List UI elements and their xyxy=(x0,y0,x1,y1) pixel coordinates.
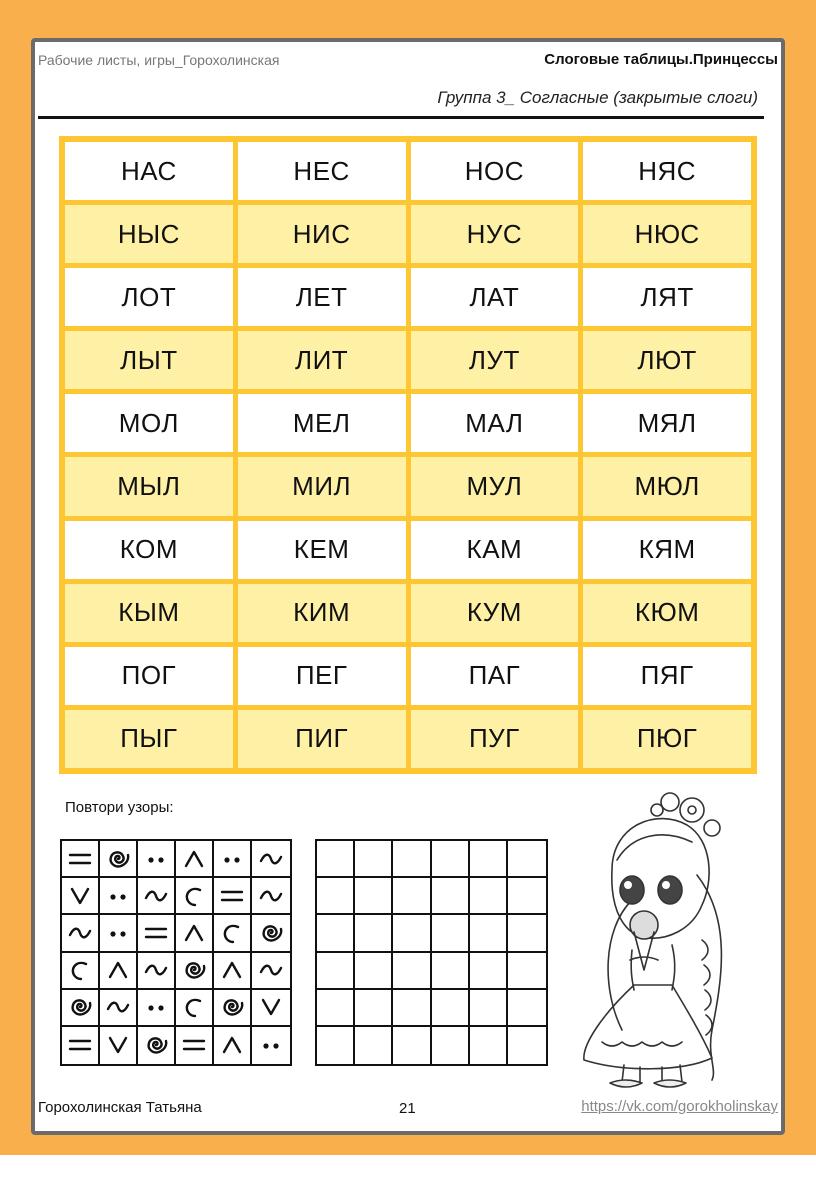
pattern-copy-grid xyxy=(315,839,548,1066)
empty-grid-cell xyxy=(470,953,508,990)
header-divider xyxy=(38,116,764,119)
empty-grid-cell xyxy=(470,841,508,878)
spiral-icon xyxy=(252,915,290,952)
syllable-cell: КОМ xyxy=(65,521,233,579)
syllable-cell: ЛЮТ xyxy=(583,331,751,389)
syllable-cell: НИС xyxy=(238,205,406,263)
syllable-cell: МЮЛ xyxy=(583,457,751,515)
caret-down-icon xyxy=(252,990,290,1027)
dots-icon xyxy=(214,841,252,878)
pattern-sample-grid xyxy=(60,839,292,1066)
syllable-cell: ПАГ xyxy=(411,647,579,705)
empty-grid-cell xyxy=(432,915,470,952)
empty-grid-cell xyxy=(393,1027,431,1064)
caret-up-icon xyxy=(214,953,252,990)
equals-icon xyxy=(62,841,100,878)
equals-icon xyxy=(138,915,176,952)
syllable-cell: ПИГ xyxy=(238,710,406,768)
caret-up-icon xyxy=(214,1027,252,1064)
page-number: 21 xyxy=(399,1100,416,1117)
syllable-cell: ПЮГ xyxy=(583,710,751,768)
syllable-cell: НЯС xyxy=(583,142,751,200)
empty-grid-cell xyxy=(355,1027,393,1064)
syllable-cell: КИМ xyxy=(238,584,406,642)
syllable-cell: КЯМ xyxy=(583,521,751,579)
empty-grid-cell xyxy=(508,990,546,1027)
syllable-cell: ЛЯТ xyxy=(583,268,751,326)
empty-grid-cell xyxy=(508,878,546,915)
syllable-table xyxy=(59,136,757,774)
tilde-icon xyxy=(252,878,290,915)
caret-up-icon xyxy=(100,953,138,990)
syllable-cell: КЮМ xyxy=(583,584,751,642)
syllable-cell: ПЫГ xyxy=(65,710,233,768)
tilde-icon xyxy=(252,953,290,990)
syllable-cell: ЛАТ xyxy=(411,268,579,326)
syllable-cell: НАС xyxy=(65,142,233,200)
syllable-cell: ЛЕТ xyxy=(238,268,406,326)
empty-grid-cell xyxy=(432,1027,470,1064)
syllable-cell: ПУГ xyxy=(411,710,579,768)
syllable-cell: НЫС xyxy=(65,205,233,263)
pattern-instruction: Повтори узоры: xyxy=(65,799,174,816)
arc-icon xyxy=(176,878,214,915)
equals-icon xyxy=(214,878,252,915)
syllable-cell: НЮС xyxy=(583,205,751,263)
empty-grid-cell xyxy=(355,990,393,1027)
empty-grid-cell xyxy=(317,990,355,1027)
empty-grid-cell xyxy=(355,953,393,990)
tilde-icon xyxy=(138,953,176,990)
syllable-cell: НОС xyxy=(411,142,579,200)
spiral-icon xyxy=(138,1027,176,1064)
footer-author: Горохолинская Татьяна xyxy=(38,1099,202,1116)
syllable-cell: КАМ xyxy=(411,521,579,579)
empty-grid-cell xyxy=(317,841,355,878)
syllable-cell: МЯЛ xyxy=(583,394,751,452)
syllable-cell: МЕЛ xyxy=(238,394,406,452)
empty-grid-cell xyxy=(470,1027,508,1064)
dots-icon xyxy=(100,915,138,952)
syllable-cell: НУС xyxy=(411,205,579,263)
arc-icon xyxy=(176,990,214,1027)
dots-icon xyxy=(100,878,138,915)
syllable-cell: МИЛ xyxy=(238,457,406,515)
empty-grid-cell xyxy=(432,990,470,1027)
empty-grid-cell xyxy=(355,841,393,878)
princess-illustration xyxy=(562,780,742,1095)
syllable-cell: ПОГ xyxy=(65,647,233,705)
syllable-cell: КЕМ xyxy=(238,521,406,579)
syllable-cell: НЕС xyxy=(238,142,406,200)
spiral-icon xyxy=(176,953,214,990)
caret-down-icon xyxy=(62,878,100,915)
empty-grid-cell xyxy=(317,915,355,952)
syllable-cell: ЛИТ xyxy=(238,331,406,389)
equals-icon xyxy=(176,1027,214,1064)
dots-icon xyxy=(252,1027,290,1064)
syllable-cell: ЛУТ xyxy=(411,331,579,389)
tilde-icon xyxy=(252,841,290,878)
tilde-icon xyxy=(138,878,176,915)
empty-grid-cell xyxy=(393,841,431,878)
empty-grid-cell xyxy=(317,878,355,915)
header-worksheet-title: Слоговые таблицы.Принцессы xyxy=(544,51,778,68)
syllable-cell: МОЛ xyxy=(65,394,233,452)
caret-up-icon xyxy=(176,915,214,952)
syllable-cell: ПЯГ xyxy=(583,647,751,705)
syllable-cell: МЫЛ xyxy=(65,457,233,515)
syllable-cell: ЛЫТ xyxy=(65,331,233,389)
syllable-cell: КЫМ xyxy=(65,584,233,642)
empty-grid-cell xyxy=(393,915,431,952)
empty-grid-cell xyxy=(508,953,546,990)
empty-grid-cell xyxy=(317,953,355,990)
vk-link[interactable]: https://vk.com/gorokholinskay xyxy=(581,1098,778,1115)
syllable-cell: ПЕГ xyxy=(238,647,406,705)
empty-grid-cell xyxy=(317,1027,355,1064)
syllable-cell: МУЛ xyxy=(411,457,579,515)
spiral-icon xyxy=(214,990,252,1027)
empty-grid-cell xyxy=(508,1027,546,1064)
tilde-icon xyxy=(100,990,138,1027)
empty-grid-cell xyxy=(508,841,546,878)
empty-grid-cell xyxy=(355,915,393,952)
dots-icon xyxy=(138,990,176,1027)
spiral-icon xyxy=(62,990,100,1027)
empty-grid-cell xyxy=(432,841,470,878)
empty-grid-cell xyxy=(470,915,508,952)
arc-icon xyxy=(214,915,252,952)
group-subtitle: Группа 3_ Согласные (закрытые слоги) xyxy=(437,88,758,107)
empty-grid-cell xyxy=(393,953,431,990)
empty-grid-cell xyxy=(508,915,546,952)
syllable-cell: ЛОТ xyxy=(65,268,233,326)
caret-down-icon xyxy=(100,1027,138,1064)
empty-grid-cell xyxy=(432,878,470,915)
empty-grid-cell xyxy=(432,953,470,990)
empty-grid-cell xyxy=(393,878,431,915)
equals-icon xyxy=(62,1027,100,1064)
arc-icon xyxy=(62,953,100,990)
empty-grid-cell xyxy=(393,990,431,1027)
syllable-cell: МАЛ xyxy=(411,394,579,452)
tilde-icon xyxy=(62,915,100,952)
empty-grid-cell xyxy=(355,878,393,915)
dots-icon xyxy=(138,841,176,878)
header-series-title: Рабочие листы, игры_Горохолинская xyxy=(38,52,280,68)
syllable-cell: КУМ xyxy=(411,584,579,642)
empty-grid-cell xyxy=(470,990,508,1027)
empty-grid-cell xyxy=(470,878,508,915)
spiral-icon xyxy=(100,841,138,878)
caret-up-icon xyxy=(176,841,214,878)
